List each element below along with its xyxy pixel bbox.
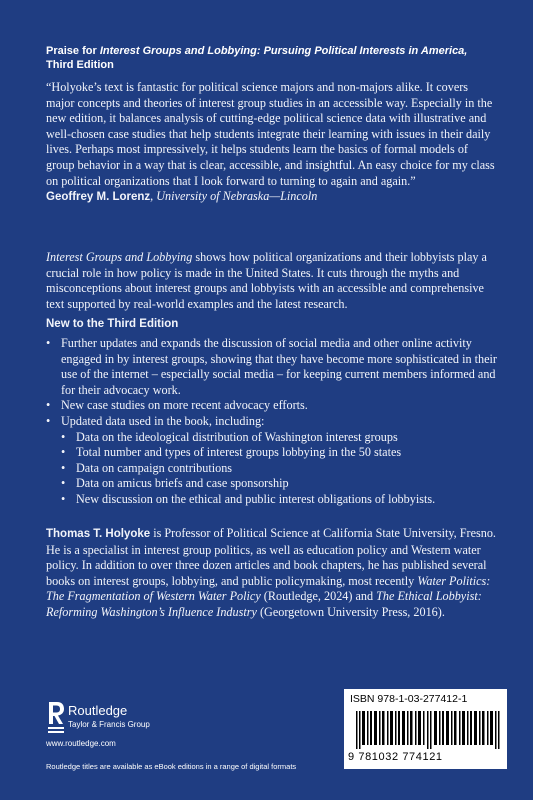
quote-attribution: Geoffrey M. Lorenz, University of Nebraska—Lincoln [46, 189, 318, 204]
author-name: Thomas T. Holyoke [46, 528, 151, 540]
quote-author-name: Geoffrey M. Lorenz [46, 191, 151, 204]
quote-text: “Holyoke’s text is fantastic for political science majors and non-majors alike. It covers major concepts and theories of interest group studies in an accessible way. Especially in the new edition, it balances analysis of cutting-edge political science data with illustrative and well-chosen case studies that help students integrate their learning with issues in their daily lives. Perhaps most impressively, it helps students learn the basics of formal models of group behavior in a way that is clear, accessible, and insightful. An easy choice for my class on political organizations that I look forward to turning to again and again.” [46, 80, 495, 188]
publisher-group: Taylor & Francis Group [68, 720, 150, 729]
updated-data-sublist [61, 430, 498, 508]
new-edition-heading: New to the Third Edition [46, 318, 179, 330]
list-item [46, 414, 498, 508]
barcode-bars [356, 711, 502, 749]
sub-list-item: • Data on campaign contributions [61, 461, 498, 477]
sub-list-item: • Data on the ideological distribution of Washington interest groups [61, 430, 498, 446]
routledge-logo [46, 700, 156, 736]
publisher-url: www.routledge.com [46, 739, 116, 748]
author-book-1: Water Politics: The Fragmentation of Western Water Policy [46, 573, 491, 604]
description-book-title: Interest Groups and Lobbying [46, 250, 193, 264]
sub-list-item: • Total number and types of interest groups lobbying in the 50 states [61, 445, 498, 461]
author-bio-text-3: (Georgetown University Press, 2016). [256, 604, 445, 619]
author-book-2: The Ethical Lobbyist: Reforming Washington’s Influence Industry [46, 589, 482, 619]
informa-note: an informa business [424, 762, 492, 771]
routledge-r-logo-icon [46, 700, 66, 736]
publisher-name: Routledge [68, 703, 128, 718]
praise-heading [46, 44, 496, 72]
isbn-barcode [344, 689, 507, 769]
author-bio-text-1: is Professor of Political Science at California State University, Fresno. He is a specialist in interest group politics, as well as education policy and Western water policy. In addition to over three dozen articles and book chapters, he has published several books on interest groups, lobbying, and public policymaking, most recently [46, 526, 496, 588]
isbn-label: ISBN 978-1-03-277412-1 [350, 693, 468, 705]
isbn-digits: 9 781032 774121 [348, 751, 443, 763]
author-bio-text-2: (Routledge, 2024) and [260, 589, 377, 604]
new-edition-list [46, 336, 498, 508]
praise-edition: Third Edition [46, 59, 114, 71]
list-item: • Further updates and expands the discussion of social media and other online activity engaged in by interest groups, showing that they have become more sophisticated in their use of the internet – especially social media – for keeping current members informed and for their advocacy work. [46, 336, 498, 398]
author-bio [46, 526, 498, 621]
book-description [46, 250, 498, 312]
endorsement-quote [46, 80, 498, 206]
list-item-text: Updated data used in the book, including: [61, 413, 265, 428]
description-text: shows how political organizations and their lobbyists play a crucial role in how policy is made in the United States. It cuts through the myths and misconceptions about interest groups and lobbyists with an accessible and comprehensive text supported by real-world examples and the latest research. [46, 250, 487, 311]
sub-list-item: • Data on amicus briefs and case sponsorship [61, 476, 498, 492]
praise-prefix: Praise for [46, 45, 100, 57]
quote-author-affiliation: University of Nebraska—Lincoln [156, 189, 318, 204]
list-item: • New case studies on more recent advocacy efforts. [46, 398, 498, 414]
sub-list-item: • New discussion on the ethical and public interest obligations of lobbyists. [61, 492, 498, 508]
ebook-note: Routledge titles are available as eBook editions in a range of digital formats [46, 762, 297, 771]
praise-book-title: Interest Groups and Lobbying: Pursuing Political Interests in America, [99, 45, 468, 57]
